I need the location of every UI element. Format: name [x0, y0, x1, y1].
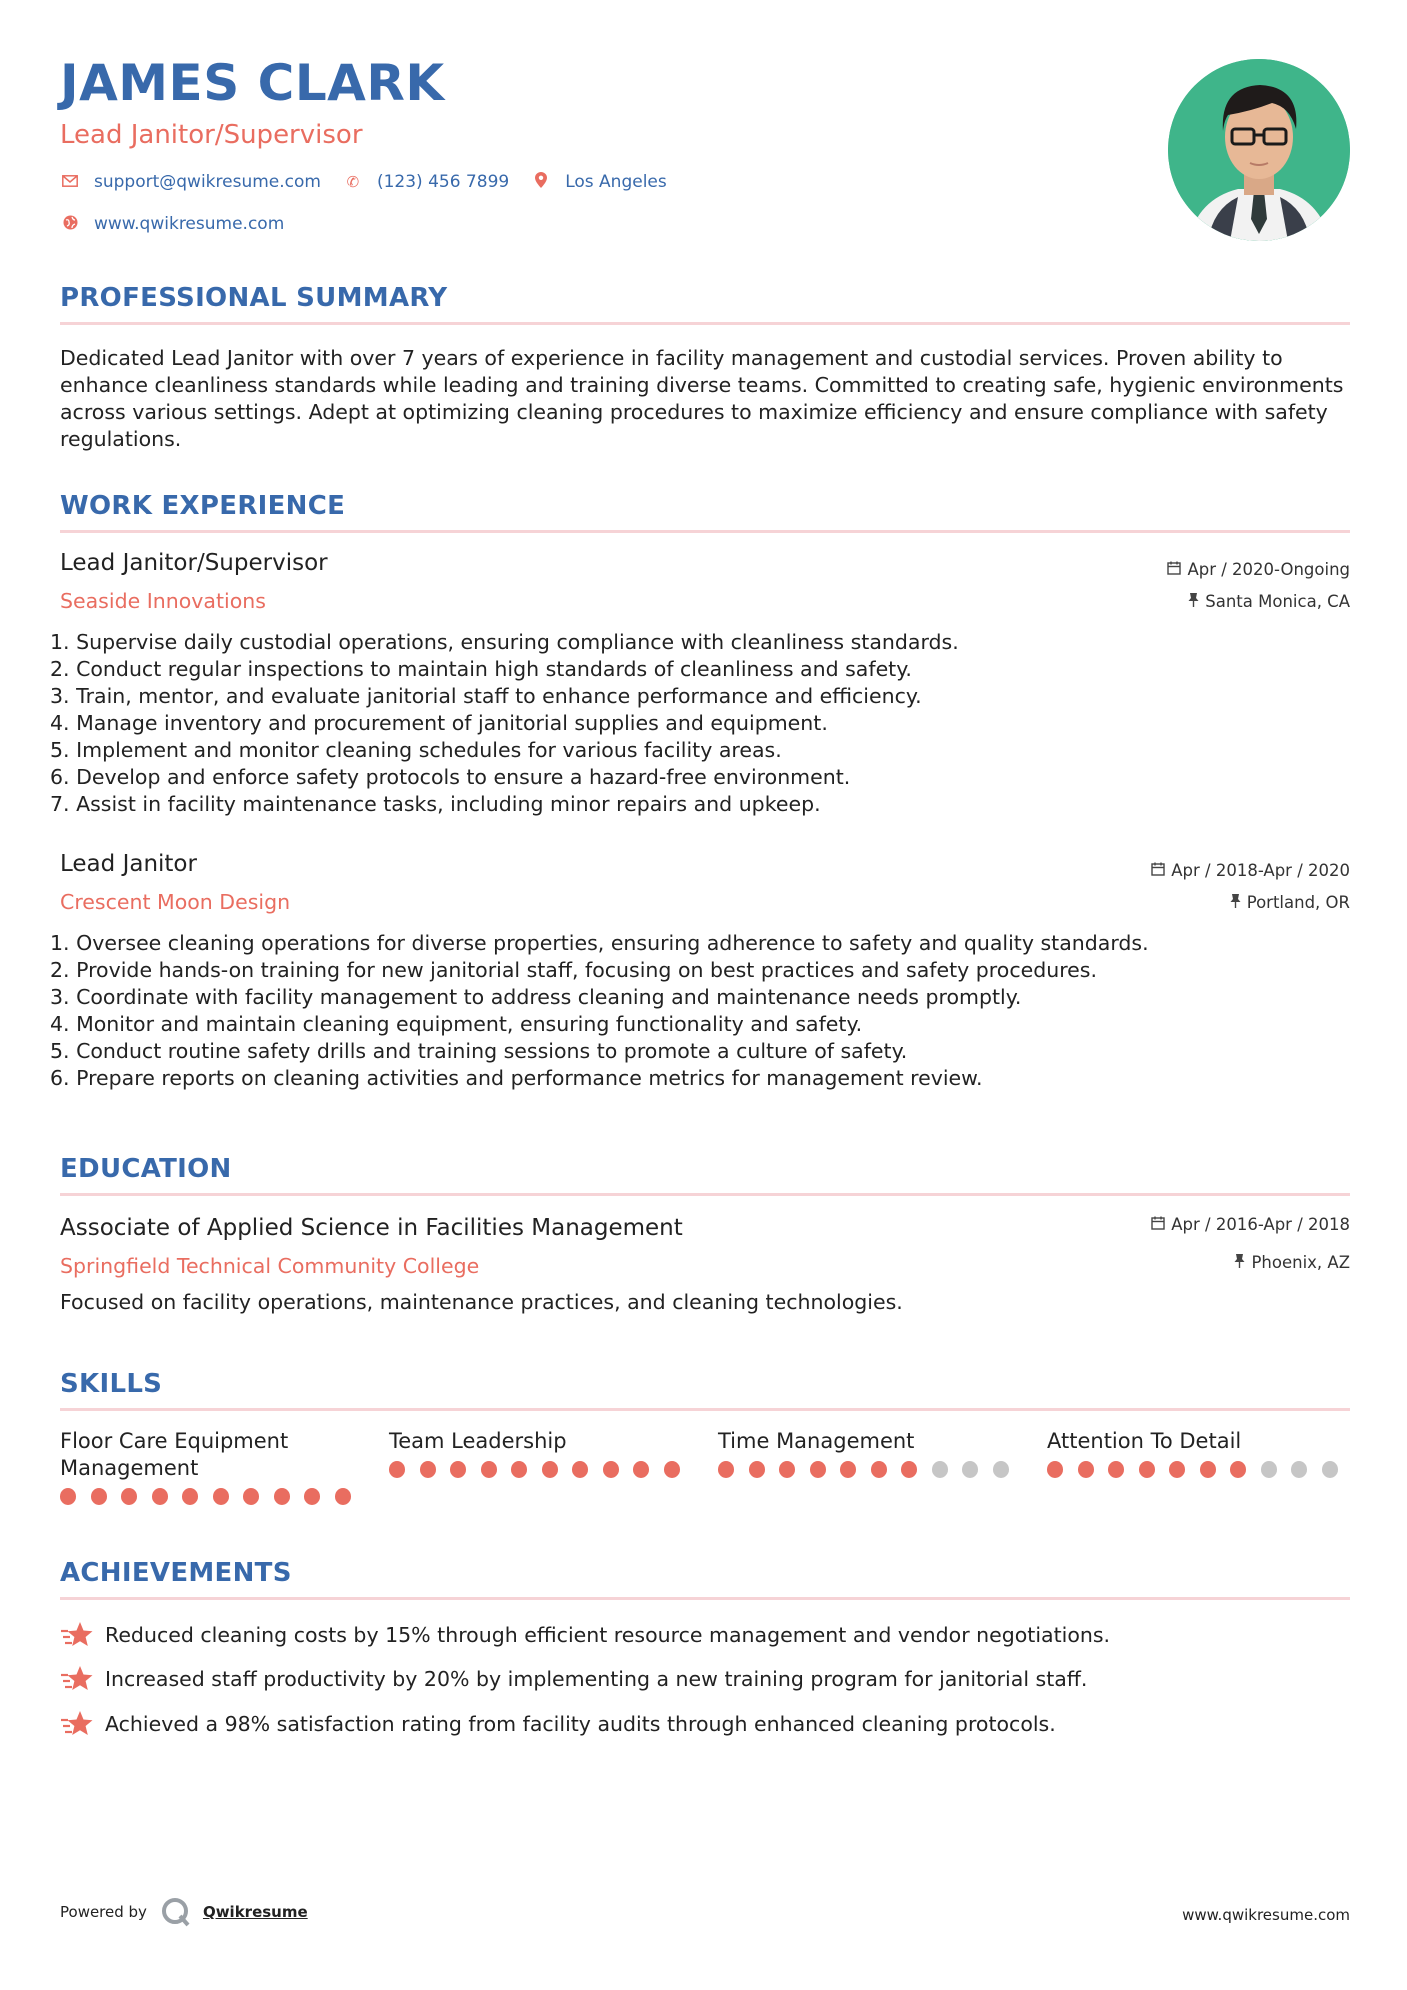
globe-icon	[60, 215, 80, 234]
rating-dot	[91, 1488, 107, 1505]
job-dates-text: Apr / 2018-Apr / 2020	[1171, 861, 1350, 880]
edu-dates-text: Apr / 2016-Apr / 2018	[1171, 1215, 1350, 1234]
achievement-text: Achieved a 98% satisfaction rating from facility audits through enhanced cleaning protocols.	[105, 1712, 1056, 1736]
star-icon	[60, 1709, 94, 1739]
list-item: 2. Conduct regular inspections to maintain high standards of cleanliness and safety.	[50, 657, 912, 681]
rating-dot	[1322, 1461, 1338, 1478]
edu-school: Springfield Technical Community College	[60, 1254, 480, 1278]
powered-by-label: Powered by	[60, 1903, 147, 1921]
rating-dot	[1291, 1461, 1307, 1478]
rating-dot	[335, 1488, 351, 1505]
achievement-text: Reduced cleaning costs by 15% through efficient resource management and vendor negotiations.	[105, 1623, 1111, 1647]
job-duties	[50, 930, 1149, 1092]
section-divider	[60, 530, 1350, 533]
job-company: Crescent Moon Design	[60, 890, 291, 914]
section-divider	[60, 1193, 1350, 1196]
list-item: 4. Monitor and maintain cleaning equipment, ensuring functionality and safety.	[50, 1012, 863, 1036]
list-item: 7. Assist in facility maintenance tasks, including minor repairs and upkeep.	[50, 792, 821, 816]
candidate-name: JAMES CLARK	[60, 54, 445, 112]
rating-dot	[274, 1488, 290, 1505]
qwikresume-link[interactable]: Qwikresume	[202, 1903, 308, 1921]
rating-dot	[1108, 1461, 1124, 1478]
achievement-item	[60, 1664, 1087, 1694]
skill-item	[718, 1428, 1023, 1478]
list-item: 1. Oversee cleaning operations for diverse properties, ensuring adherence to safety and quality standards.	[50, 931, 1149, 955]
achievement-text: Increased staff productivity by 20% by implementing a new training program for janitorial staff.	[105, 1667, 1088, 1691]
rating-dot	[121, 1488, 137, 1505]
footer-url[interactable]: www.qwikresume.com	[1182, 1906, 1350, 1924]
rating-dot	[993, 1461, 1009, 1478]
skill-item	[389, 1428, 694, 1478]
job-location-text: Portland, OR	[1246, 893, 1350, 912]
star-icon	[60, 1620, 94, 1650]
job-company: Seaside Innovations	[60, 589, 266, 613]
rating-dot	[810, 1461, 826, 1478]
section-title-education: EDUCATION	[60, 1154, 232, 1184]
achievement-item	[60, 1620, 1110, 1650]
rating-dot	[603, 1461, 619, 1478]
job-location-text: Santa Monica, CA	[1205, 592, 1350, 611]
list-item: 4. Manage inventory and procurement of janitorial supplies and equipment.	[50, 711, 828, 735]
skill-rating	[718, 1461, 1023, 1478]
job-dates-text: Apr / 2020-Ongoing	[1187, 560, 1350, 579]
rating-dot	[60, 1488, 76, 1505]
rating-dot	[304, 1488, 320, 1505]
rating-dot	[840, 1461, 856, 1478]
envelope-icon	[60, 173, 80, 191]
location-text: Los Angeles	[565, 172, 667, 192]
rating-dot	[633, 1461, 649, 1478]
list-item: 3. Coordinate with facility management to address cleaning and maintenance needs promptly.	[50, 985, 1022, 1009]
list-item: 5. Implement and monitor cleaning schedules for various facility areas.	[50, 738, 782, 762]
rating-dot	[450, 1461, 466, 1478]
rating-dot	[389, 1461, 405, 1478]
rating-dot	[871, 1461, 887, 1478]
contact-row	[60, 172, 689, 192]
section-divider	[60, 1408, 1350, 1411]
section-title-achievements: ACHIEVEMENTS	[60, 1558, 292, 1588]
rating-dot	[152, 1488, 168, 1505]
rating-dot	[511, 1461, 527, 1478]
qwikresume-logo-icon	[161, 1897, 191, 1927]
list-item: 1. Supervise daily custodial operations, ensuring compliance with cleanliness standards.	[50, 630, 959, 654]
phone-text: (123) 456 7899	[376, 172, 510, 192]
section-title-experience: WORK EXPERIENCE	[60, 491, 346, 521]
rating-dot	[1169, 1461, 1185, 1478]
rating-dot	[932, 1461, 948, 1478]
skill-name: Floor Care Equipment Management	[60, 1429, 289, 1480]
rating-dot	[962, 1461, 978, 1478]
skill-name: Attention To Detail	[1047, 1429, 1242, 1453]
edu-dates	[1151, 1215, 1350, 1234]
map-pin-icon	[531, 172, 551, 192]
calendar-icon	[1167, 561, 1181, 579]
rating-dot	[1200, 1461, 1216, 1478]
pushpin-icon	[1234, 1253, 1245, 1272]
section-title-summary: PROFESSIONAL SUMMARY	[60, 283, 448, 313]
rating-dot	[901, 1461, 917, 1478]
skill-item	[1047, 1428, 1352, 1478]
edu-description: Focused on facility operations, maintenance practices, and cleaning technologies.	[60, 1290, 903, 1314]
skill-item	[60, 1428, 365, 1505]
website-row	[60, 214, 306, 234]
rating-dot	[1139, 1461, 1155, 1478]
section-divider	[60, 1597, 1350, 1600]
pushpin-icon	[1230, 893, 1241, 912]
rating-dot	[1047, 1461, 1063, 1478]
rating-dot	[182, 1488, 198, 1505]
job-dates	[1167, 560, 1350, 579]
edu-location	[1234, 1253, 1350, 1272]
job-duties	[50, 629, 959, 818]
candidate-title: Lead Janitor/Supervisor	[60, 120, 363, 150]
rating-dot	[213, 1488, 229, 1505]
edu-location-text: Phoenix, AZ	[1251, 1253, 1350, 1272]
calendar-icon	[1151, 1216, 1165, 1234]
rating-dot	[1261, 1461, 1277, 1478]
calendar-icon	[1151, 862, 1165, 880]
rating-dot	[481, 1461, 497, 1478]
job-role: Lead Janitor/Supervisor	[60, 550, 328, 576]
skill-rating	[1047, 1461, 1352, 1478]
rating-dot	[779, 1461, 795, 1478]
summary-text: Dedicated Lead Janitor with over 7 years of experience in facility management and custodial services. Proven ability to enhance cleanliness standards while leading and training diverse teams. Committed to creating safe, hygienic environments across various settings. Adept at optimizing cleaning procedures to maximize efficiency and ensure compliance with safety regulations.	[60, 346, 1344, 451]
rating-dot	[1078, 1461, 1094, 1478]
phone-icon: ✆	[346, 173, 360, 191]
rating-dot	[572, 1461, 588, 1478]
list-item: 2. Provide hands-on training for new janitorial staff, focusing on best practices and safety procedures.	[50, 958, 1097, 982]
achievement-item	[60, 1709, 1056, 1739]
pushpin-icon	[1188, 592, 1199, 611]
skill-name: Time Management	[718, 1429, 915, 1453]
skill-name: Team Leadership	[389, 1429, 567, 1453]
list-item: 6. Prepare reports on cleaning activities and performance metrics for management review.	[50, 1066, 983, 1090]
avatar	[1168, 59, 1350, 241]
skill-rating	[389, 1461, 694, 1478]
star-icon	[60, 1664, 94, 1694]
job-role: Lead Janitor	[60, 851, 197, 877]
rating-dot	[542, 1461, 558, 1478]
rating-dot	[1230, 1461, 1246, 1478]
section-title-skills: SKILLS	[60, 1369, 163, 1399]
rating-dot	[664, 1461, 680, 1478]
list-item: 6. Develop and enforce safety protocols to ensure a hazard-free environment.	[50, 765, 851, 789]
job-dates	[1151, 861, 1350, 880]
edu-degree: Associate of Applied Science in Facilities Management	[60, 1215, 683, 1241]
footer-powered-by	[60, 1897, 308, 1927]
list-item: 3. Train, mentor, and evaluate janitorial staff to enhance performance and efficiency.	[50, 684, 922, 708]
job-location	[1230, 893, 1350, 912]
rating-dot	[749, 1461, 765, 1478]
website-link[interactable]: www.qwikresume.com	[94, 214, 285, 234]
email-link[interactable]: support@qwikresume.com	[94, 172, 321, 192]
rating-dot	[718, 1461, 734, 1478]
section-divider	[60, 322, 1350, 325]
list-item: 5. Conduct routine safety drills and training sessions to promote a culture of safety.	[50, 1039, 908, 1063]
skill-rating	[60, 1488, 365, 1505]
rating-dot	[420, 1461, 436, 1478]
rating-dot	[243, 1488, 259, 1505]
job-location	[1188, 592, 1350, 611]
